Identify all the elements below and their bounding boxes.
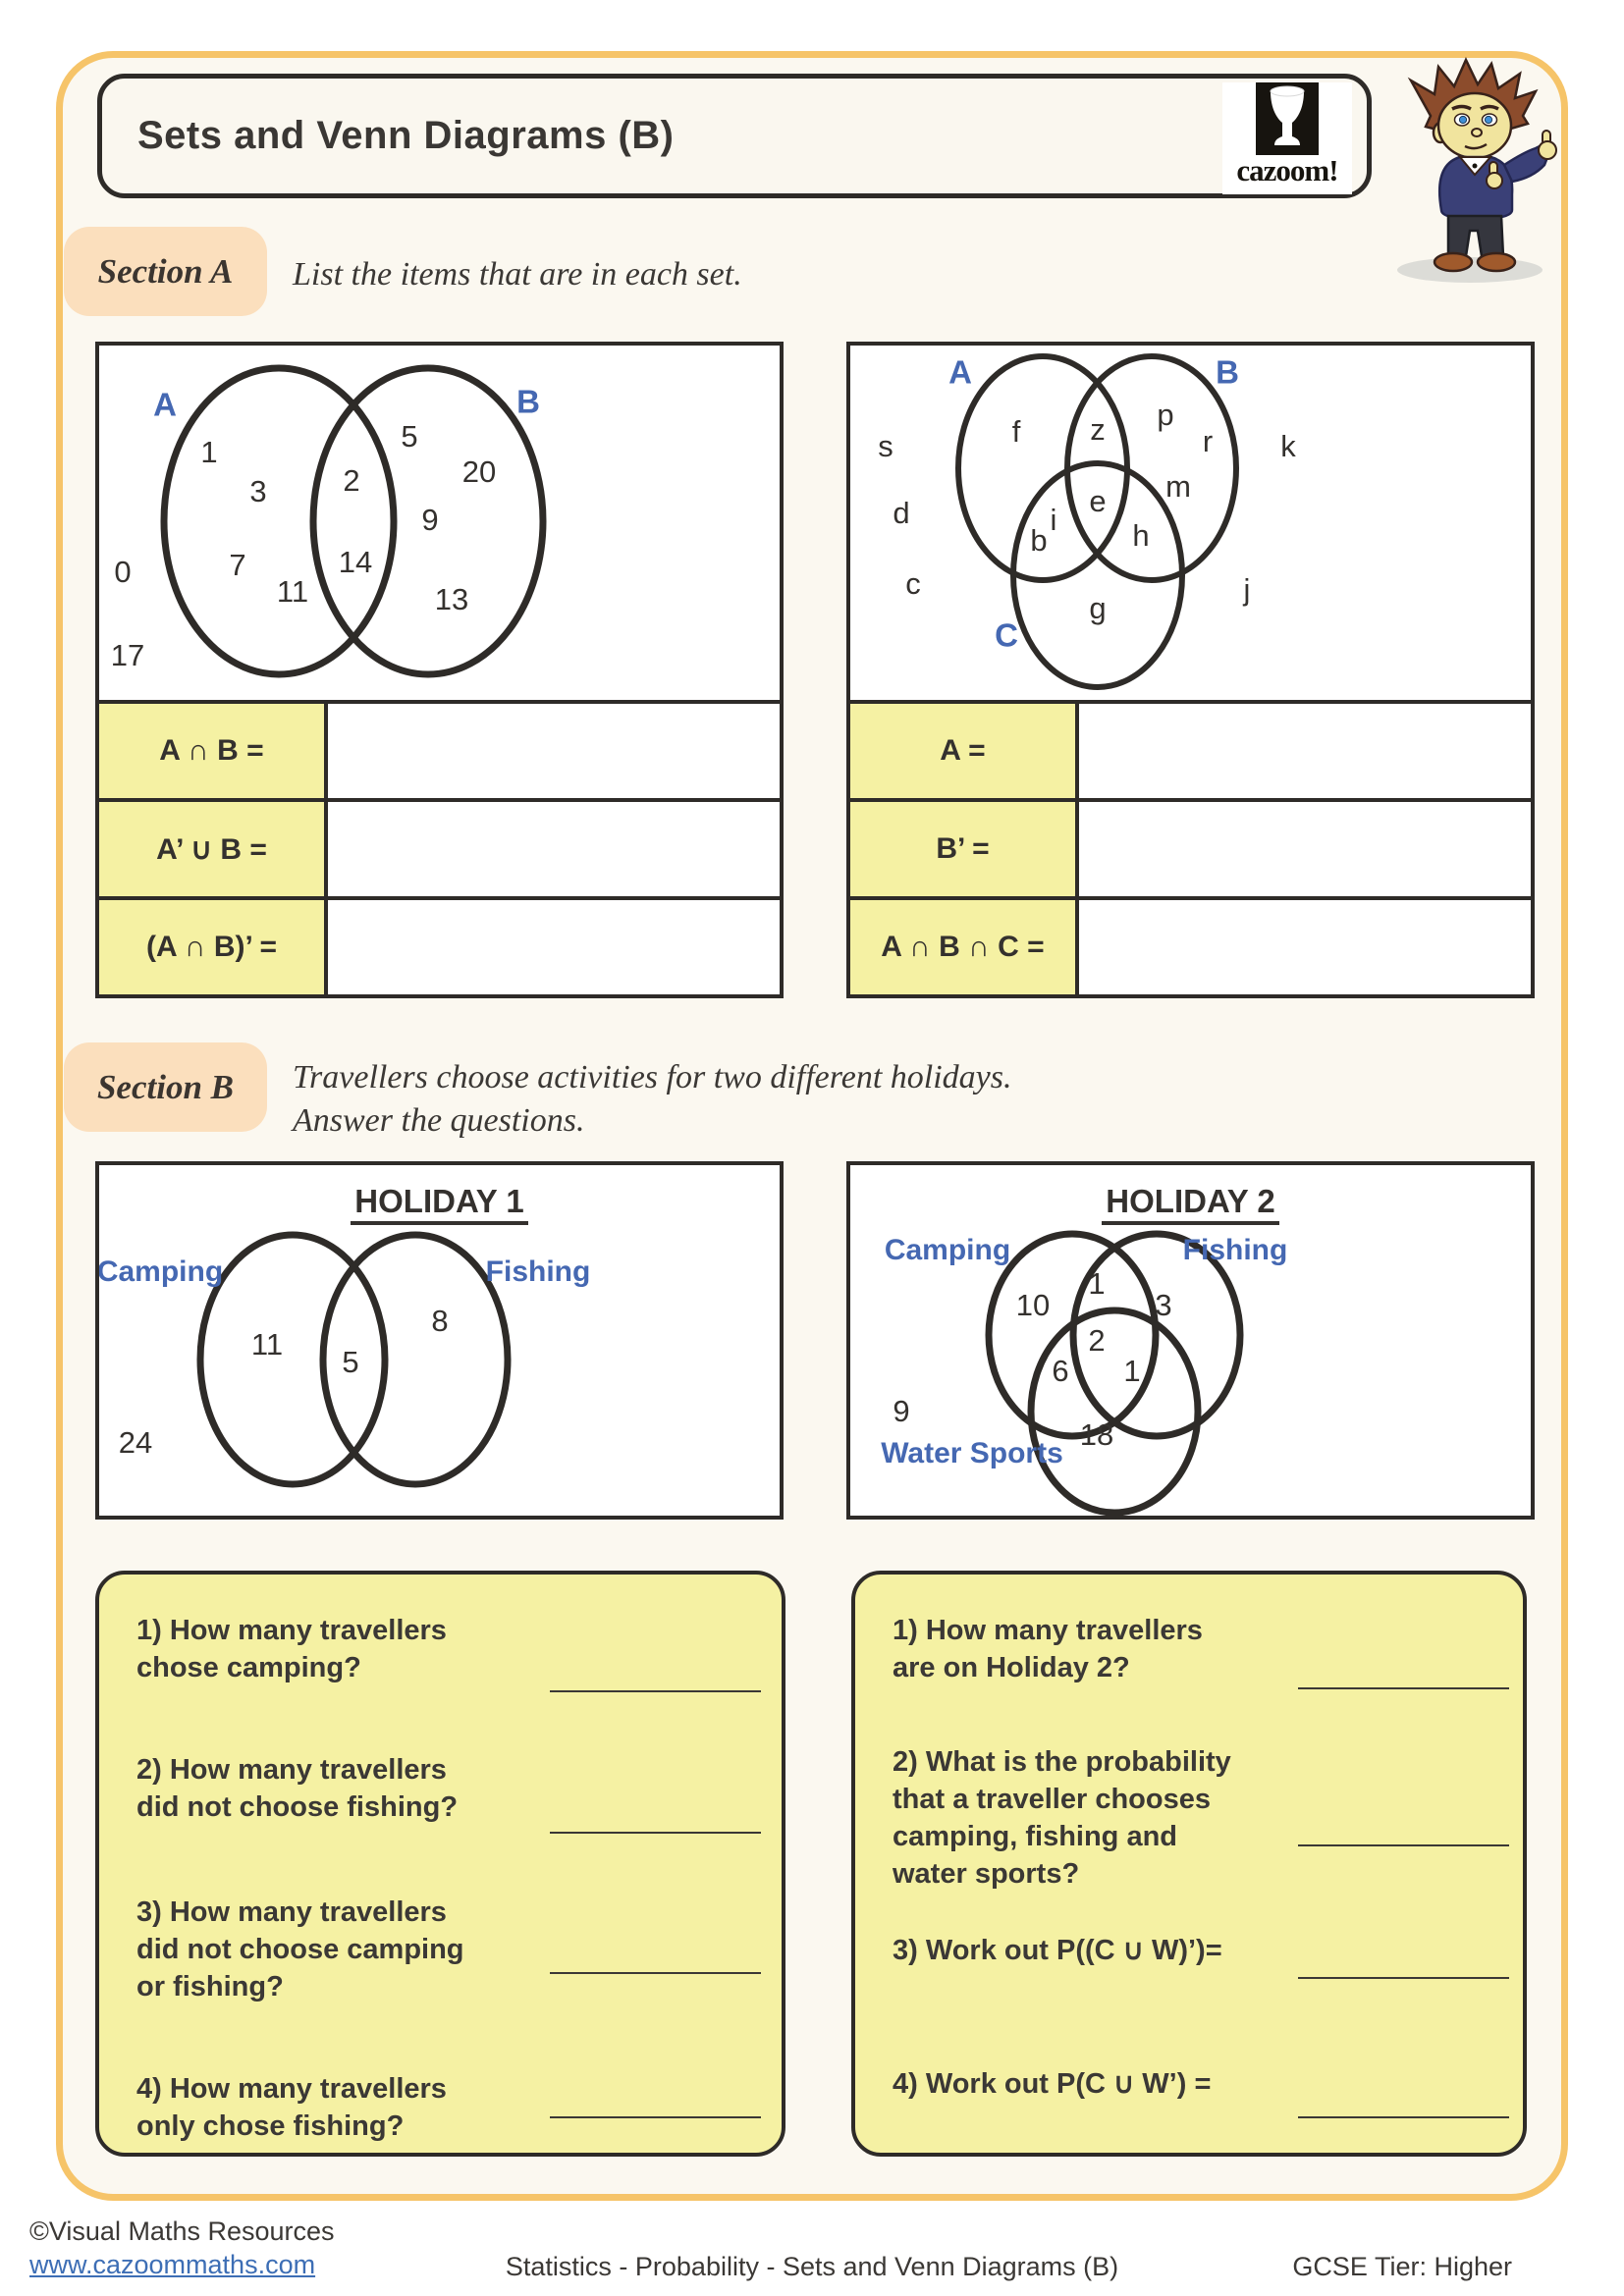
question-line: are on Holiday 2? — [893, 1652, 1130, 1683]
question-line: or fishing? — [136, 1971, 284, 2002]
answer-line[interactable] — [1298, 1977, 1509, 1979]
venn-item: 18 — [1079, 1417, 1114, 1453]
venn-item: g — [1089, 591, 1107, 626]
venn-item: 2 — [1088, 1323, 1106, 1359]
question-line: 1) How many travellers — [893, 1615, 1203, 1646]
holiday1-box — [95, 1161, 784, 1520]
cazoom-logo — [1222, 82, 1352, 194]
venn-item: 13 — [434, 582, 469, 617]
section-b-instruction — [293, 1056, 1012, 1143]
venn-circle-b — [1067, 356, 1236, 580]
website-link[interactable]: www.cazoommaths.com — [29, 2250, 316, 2279]
venn-item: h — [1132, 518, 1150, 554]
cazoom-logo-icon — [1256, 82, 1319, 155]
table-row — [99, 798, 780, 896]
set-label-c: C — [995, 616, 1018, 654]
question-line: 2) How many travellers — [136, 1754, 447, 1786]
expression-label: A = — [850, 704, 1079, 798]
holiday2-title-text: HOLIDAY 2 — [1102, 1183, 1278, 1225]
fishing-label: Fishing — [485, 1255, 591, 1288]
section-a-pill — [64, 227, 267, 316]
camping-label: Camping — [99, 1255, 224, 1288]
venn-item: s — [878, 429, 893, 464]
venn-item: z — [1090, 412, 1106, 448]
venn-item: k — [1280, 429, 1296, 464]
set-label-a: A — [153, 386, 177, 423]
holiday2-title — [850, 1183, 1531, 1220]
copyright-text: ©Visual Maths Resources — [29, 2216, 335, 2246]
venn-item: 14 — [338, 545, 373, 580]
question-line: 3) How many travellers — [136, 1896, 447, 1928]
table-row — [850, 700, 1531, 798]
answer-cell[interactable] — [328, 704, 780, 798]
venn-diagram-numbers — [99, 346, 780, 700]
venn-item: 3 — [1155, 1288, 1172, 1323]
venn-item: 0 — [114, 555, 132, 590]
venn-box-letters — [846, 342, 1535, 998]
answer-line[interactable] — [1298, 2116, 1509, 2118]
question-3 — [893, 1932, 1222, 1969]
venn-item: 11 — [250, 1327, 284, 1362]
question-line: camping, fishing and — [893, 1821, 1178, 1852]
answer-line[interactable] — [550, 1972, 761, 1974]
section-a-label: Section A — [97, 251, 234, 291]
cazoom-logo-word: cazoom! — [1236, 153, 1338, 187]
water-sports-label: Water Sports — [881, 1436, 1063, 1469]
venn-item: 11 — [276, 574, 309, 610]
holiday1-title — [99, 1183, 780, 1220]
question-1 — [136, 1612, 447, 1686]
section-b-pill — [64, 1042, 267, 1132]
question-line: water sports? — [893, 1858, 1080, 1890]
expression-label: B’ = — [850, 802, 1079, 896]
venn-item: j — [1243, 572, 1251, 608]
page-title: Sets and Venn Diagrams (B) — [137, 114, 675, 157]
venn-item: 6 — [1052, 1354, 1069, 1389]
venn-item: 1 — [1088, 1266, 1106, 1302]
question-4 — [136, 2070, 447, 2145]
venn-item: 10 — [1015, 1288, 1051, 1323]
question-line: did not choose fishing? — [136, 1791, 459, 1823]
answer-line[interactable] — [550, 1690, 761, 1692]
answer-cell[interactable] — [1079, 704, 1531, 798]
venn-item: 1 — [1123, 1354, 1141, 1389]
table-row — [850, 798, 1531, 896]
question-line: 3) Work out P((C ∪ W)’)= — [893, 1935, 1222, 1966]
fishing-label: Fishing — [1182, 1233, 1288, 1266]
venn-circle-a — [164, 368, 394, 674]
question-line: 4) How many travellers — [136, 2073, 447, 2105]
questions-right-box — [851, 1571, 1527, 2157]
question-1 — [893, 1612, 1203, 1686]
mascot-character — [1380, 55, 1581, 286]
set-label-a: A — [948, 353, 972, 391]
venn-item: b — [1030, 523, 1048, 559]
venn-item: 17 — [110, 638, 145, 673]
expression-label: A ∩ B ∩ C = — [850, 900, 1079, 994]
section-b-instruction-line2: Answer the questions. — [293, 1102, 585, 1139]
holiday2-box — [846, 1161, 1535, 1520]
question-line: that a traveller chooses — [893, 1784, 1211, 1815]
venn-item: e — [1089, 484, 1107, 519]
section-b-instruction-line1: Travellers choose activities for two different holidays. — [293, 1059, 1012, 1095]
questions-left-box — [95, 1571, 785, 2157]
set-label-b: B — [1216, 353, 1239, 391]
answer-cell[interactable] — [328, 802, 780, 896]
expression-label: (A ∩ B)’ = — [99, 900, 328, 994]
venn-item: 5 — [401, 419, 418, 454]
question-line: only chose fishing? — [136, 2110, 405, 2142]
tier-label: GCSE Tier: Higher — [1292, 2252, 1512, 2281]
venn-item: 3 — [249, 474, 267, 509]
table-row — [99, 700, 780, 798]
expression-label: A ∩ B = — [99, 704, 328, 798]
question-2 — [136, 1751, 458, 1826]
venn-item: c — [905, 566, 921, 602]
venn-item: f — [1011, 414, 1021, 450]
venn-item: 1 — [200, 435, 218, 470]
question-line: 4) Work out P(C ∪ W’) = — [893, 2068, 1212, 2100]
table-row — [99, 896, 780, 994]
venn-item: 8 — [431, 1304, 449, 1339]
question-line: 1) How many travellers — [136, 1615, 447, 1646]
venn-item: 2 — [343, 463, 360, 499]
answer-cell[interactable] — [1079, 802, 1531, 896]
worksheet-topic: Statistics - Probability - Sets and Venn Diagrams (B) — [505, 2252, 1119, 2281]
venn-item: 24 — [118, 1425, 153, 1461]
venn-diagram-letters — [850, 346, 1531, 700]
question-3 — [136, 1894, 464, 2005]
venn-item: r — [1202, 424, 1214, 459]
venn-item: d — [893, 496, 910, 531]
section-a-instruction: List the items that are in each set. — [293, 256, 742, 293]
expression-label: A’ ∪ B = — [99, 802, 328, 896]
question-line: did not choose camping — [136, 1934, 464, 1965]
venn-item: p — [1157, 398, 1174, 433]
section-b-label: Section B — [96, 1067, 235, 1106]
answer-line[interactable] — [550, 1832, 761, 1834]
venn-box-numbers — [95, 342, 784, 998]
answer-cell[interactable] — [328, 900, 780, 994]
venn-item: m — [1165, 469, 1191, 505]
answer-line[interactable] — [1298, 1844, 1509, 1846]
set-label-b: B — [516, 383, 540, 420]
venn-item: 7 — [229, 548, 246, 583]
venn-item: i — [1050, 503, 1057, 538]
question-line: 2) What is the probability — [893, 1746, 1231, 1778]
venn-item: 5 — [342, 1345, 359, 1380]
answer-line[interactable] — [550, 2116, 761, 2118]
water-sports-circle — [1031, 1310, 1198, 1513]
question-4 — [893, 2065, 1211, 2103]
venn-item: 9 — [421, 503, 439, 538]
answer-line[interactable] — [1298, 1687, 1509, 1689]
title-bar — [97, 74, 1372, 198]
question-2 — [893, 1743, 1231, 1893]
table-row — [850, 896, 1531, 994]
question-line: chose camping? — [136, 1652, 361, 1683]
camping-label: Camping — [884, 1233, 1011, 1266]
answer-cell[interactable] — [1079, 900, 1531, 994]
venn-item: 20 — [461, 454, 497, 490]
venn-item: 9 — [893, 1394, 910, 1429]
holiday1-title-text: HOLIDAY 1 — [351, 1183, 527, 1225]
